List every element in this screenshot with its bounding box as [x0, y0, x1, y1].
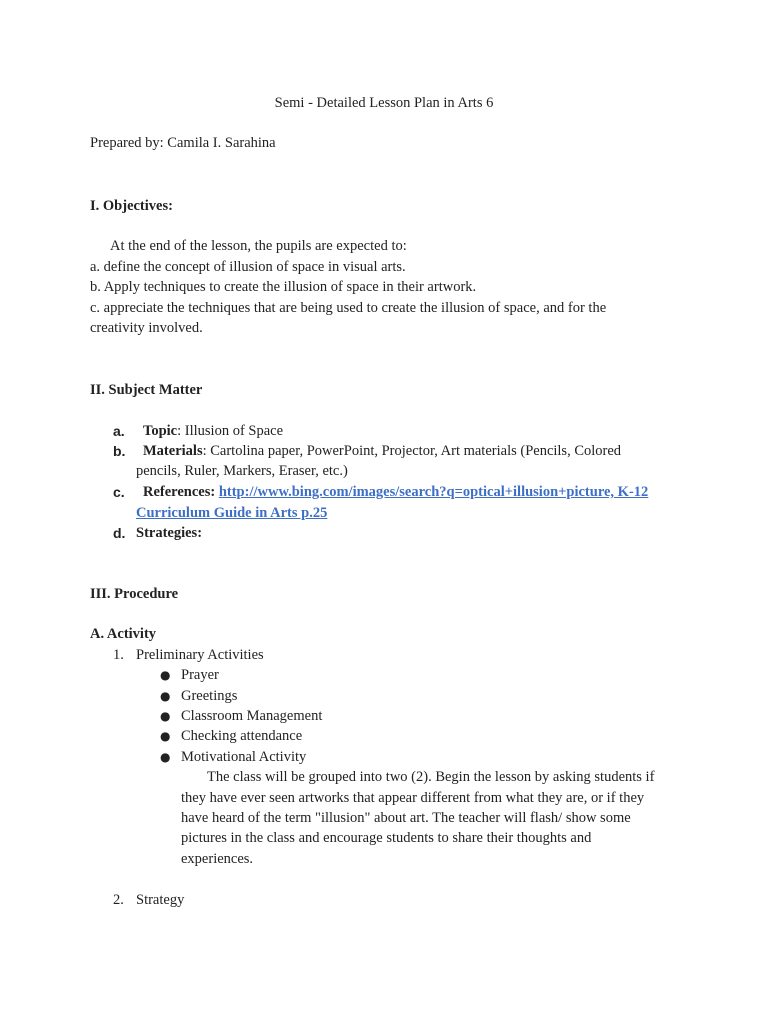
list-marker-d: d. — [113, 525, 126, 541]
bullet-checking-attendance: Checking attendance — [181, 728, 303, 744]
preliminary-activities: Preliminary Activities — [136, 647, 264, 663]
curriculum-guide-link[interactable]: Curriculum Guide in Arts p.25 — [136, 505, 328, 521]
list-marker-c: c. — [113, 484, 125, 500]
list-marker-a: a. — [113, 423, 125, 439]
bullet-icon: ● — [160, 729, 171, 743]
strategy-item: Strategy — [136, 892, 185, 908]
activity-heading: A. Activity — [90, 626, 157, 642]
document-title: Semi - Detailed Lesson Plan in Arts 6 — [274, 95, 494, 111]
materials-value: : Cartolina paper, PowerPoint, Projector, Art materials (Pencils, Colored — [202, 443, 622, 459]
bullet-icon: ● — [160, 750, 171, 764]
bullet-motivational-activity: Motivational Activity — [181, 749, 307, 765]
references-line — [143, 482, 648, 502]
materials-line — [143, 441, 621, 461]
bullet-classroom-management: Classroom Management — [181, 708, 323, 724]
bullet-prayer: Prayer — [181, 667, 219, 683]
topic-label: Topic — [143, 423, 178, 439]
objective-b: b. Apply techniques to create the illusion of space in their artwork. — [90, 279, 477, 295]
topic-value: : Illusion of Space — [177, 423, 284, 439]
objective-a: a. define the concept of illusion of space in visual arts. — [90, 259, 406, 275]
bullet-greetings: Greetings — [181, 688, 238, 704]
references-label: References: — [143, 484, 216, 500]
materials-label: Materials — [143, 443, 203, 459]
item-number-2: 2. — [113, 892, 124, 908]
motivation-paragraph-line-3: have heard of the term "illusion" about art. The teacher will flash/ show some — [181, 810, 631, 826]
motivation-paragraph-line-4: pictures in the class and encourage students to share their thoughts and — [181, 830, 592, 846]
motivation-paragraph-line-1: The class will be grouped into two (2). Begin the lesson by asking students if — [207, 769, 655, 785]
objectives-intro: At the end of the lesson, the pupils are expected to: — [110, 238, 407, 254]
materials-continued: pencils, Ruler, Markers, Eraser, etc.) — [136, 463, 348, 479]
strategies-label: Strategies: — [136, 525, 203, 541]
references-link-continued[interactable] — [136, 503, 327, 523]
objectives-heading: I. Objectives: — [90, 198, 173, 214]
item-number-1: 1. — [113, 647, 124, 663]
subject-matter-heading: II. Subject Matter — [90, 382, 203, 398]
motivation-paragraph-line-2: they have ever seen artworks that appear different from what they are, or if they — [181, 790, 645, 806]
bullet-icon: ● — [160, 689, 171, 703]
procedure-heading: III. Procedure — [90, 586, 179, 602]
prepared-by: Prepared by: Camila I. Sarahina — [90, 135, 276, 151]
objective-c: c. appreciate the techniques that are being used to create the illusion of space, and for the — [90, 300, 607, 316]
objective-c-continued: creativity involved. — [90, 320, 203, 336]
motivation-paragraph-line-5: experiences. — [181, 851, 254, 867]
bullet-icon: ● — [160, 668, 171, 682]
list-marker-b: b. — [113, 443, 126, 459]
topic-line — [143, 421, 283, 441]
bullet-icon: ● — [160, 709, 171, 723]
references-link[interactable]: http://www.bing.com/images/search?q=optical+illusion+picture, K-12 — [218, 484, 649, 500]
